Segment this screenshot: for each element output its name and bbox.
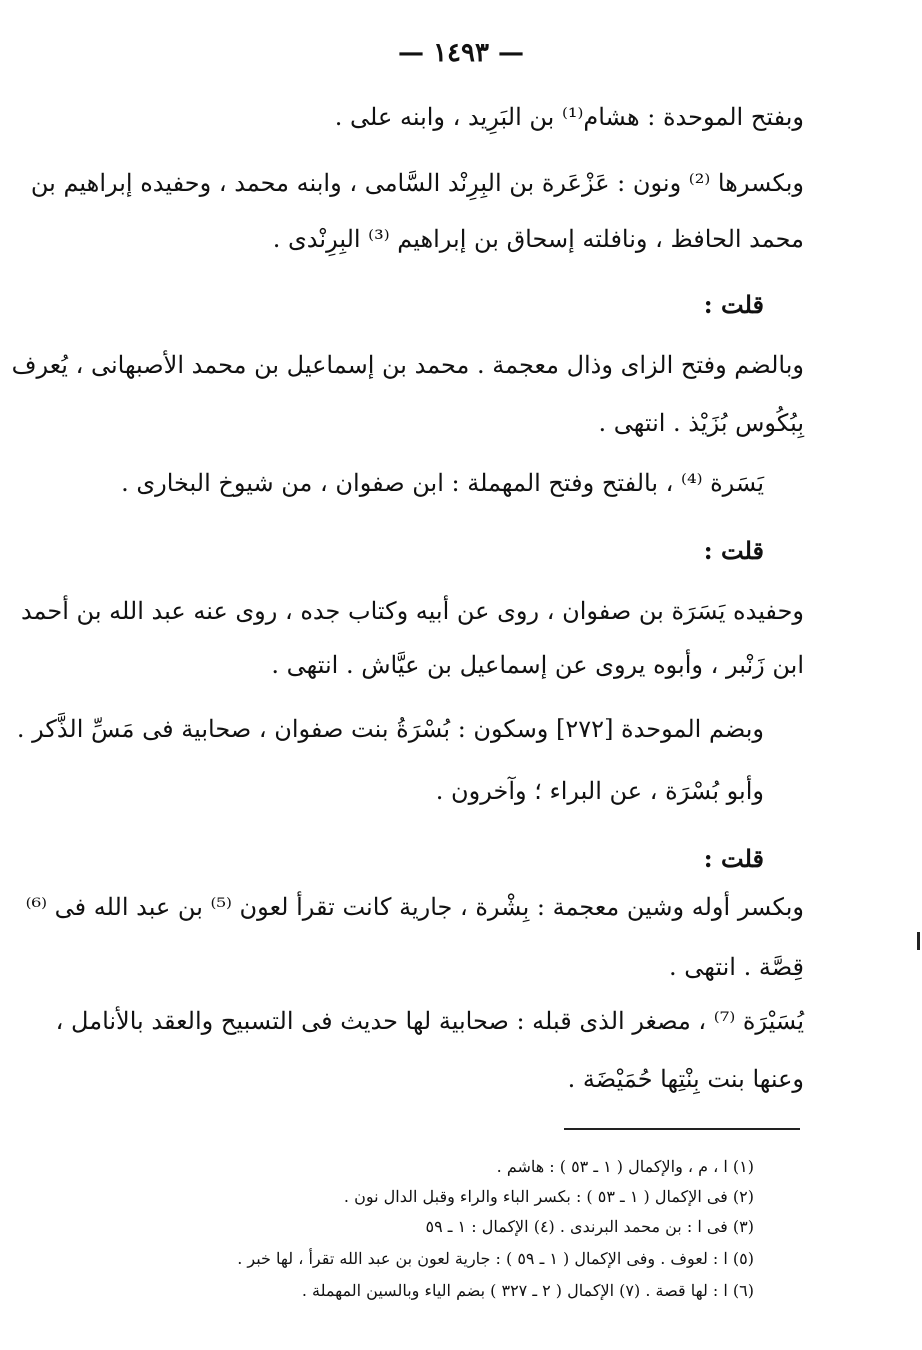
- text-line: وبضم الموحدة [٢٧٢] وسكون : بُسْرَةُ بنت صفوان ، صحابية فى مَسِّ الذَّكر .: [16, 715, 764, 743]
- text-line: قِصَّة . انتهى .: [669, 953, 804, 981]
- footnote: (٥) ا : لعوف . وفى الإكمال ( ١ ـ ٥٩ ) : جارية لعون بن عبد الله تقرأ ، لها خبر .: [237, 1249, 754, 1268]
- text-line: وبكسر أوله وشين معجمة : بِشْرة ، جارية كانت تقرأ لعون ⁽⁵⁾ بن عبد الله فى ⁽⁶⁾: [25, 893, 804, 921]
- footnote: (٣) فى ا : بن محمد البرندى . (٤) الإكمال : ١ ـ ٥٩: [425, 1217, 754, 1236]
- text-line: وبفتح الموحدة : هشام⁽¹⁾ بن البَرِيد ، وابنه على .: [334, 103, 804, 131]
- section-heading: قلت :: [703, 290, 764, 319]
- text-line: يُسَيْرَة ⁽⁷⁾ ، مصغر الذى قبله : صحابية لها حديث فى التسبيح والعقد بالأنامل ،: [55, 1007, 804, 1035]
- text-line: محمد الحافظ ، ونافلته إسحاق بن إبراهيم ⁽³⁾ البِرِنْدى .: [272, 225, 804, 253]
- text-line: بِبُكُوس بُزَيْذ . انتهى .: [598, 409, 804, 437]
- footnote: (٢) فى الإكمال ( ١ ـ ٥٣ ) : بكسر الباء والراء وقبل الدال نون .: [343, 1187, 754, 1206]
- text-line: ابن زَنْبر ، وأبوه يروى عن إسماعيل بن عيَّاش . انتهى .: [271, 651, 804, 679]
- section-heading: قلت :: [703, 844, 764, 873]
- page-number: — ١٤٩٣ —: [398, 38, 524, 68]
- text-line: وبكسرها ⁽²⁾ ونون : عَزْعَرة بن البِرِنْد السَّامى ، وابنه محمد ، وحفيده إبراهيم بن: [30, 169, 804, 197]
- footnote: (١) ا ، م ، والإكمال ( ١ ـ ٥٣ ) : هاشم .: [496, 1157, 754, 1176]
- text-line: وعنها بنت بِنْتِها حُمَيْضَة .: [567, 1065, 804, 1093]
- footnote: (٦) ا : لها قصة . (٧) الإكمال ( ٢ ـ ٣٢٧ ) بضم الياء وبالسين المهملة .: [301, 1281, 754, 1300]
- text-line: وحفيده يَسَرَة بن صفوان ، روى عن أبيه وكتاب جده ، روى عنه عبد الله بن أحمد: [20, 597, 804, 625]
- text-line: وبالضم وفتح الزاى وذال معجمة . محمد بن إسماعيل بن محمد الأصبهانى ، يُعرف: [11, 351, 804, 379]
- scan-edge-mark: [917, 932, 920, 950]
- text-line: وأبو بُسْرَة ، عن البراء ؛ وآخرون .: [435, 777, 764, 805]
- section-heading: قلت :: [703, 536, 764, 565]
- footnote-divider: [564, 1128, 800, 1130]
- text-line: يَسَرة ⁽⁴⁾ ، بالفتح وفتح المهملة : ابن صفوان ، من شيوخ البخارى .: [121, 469, 764, 497]
